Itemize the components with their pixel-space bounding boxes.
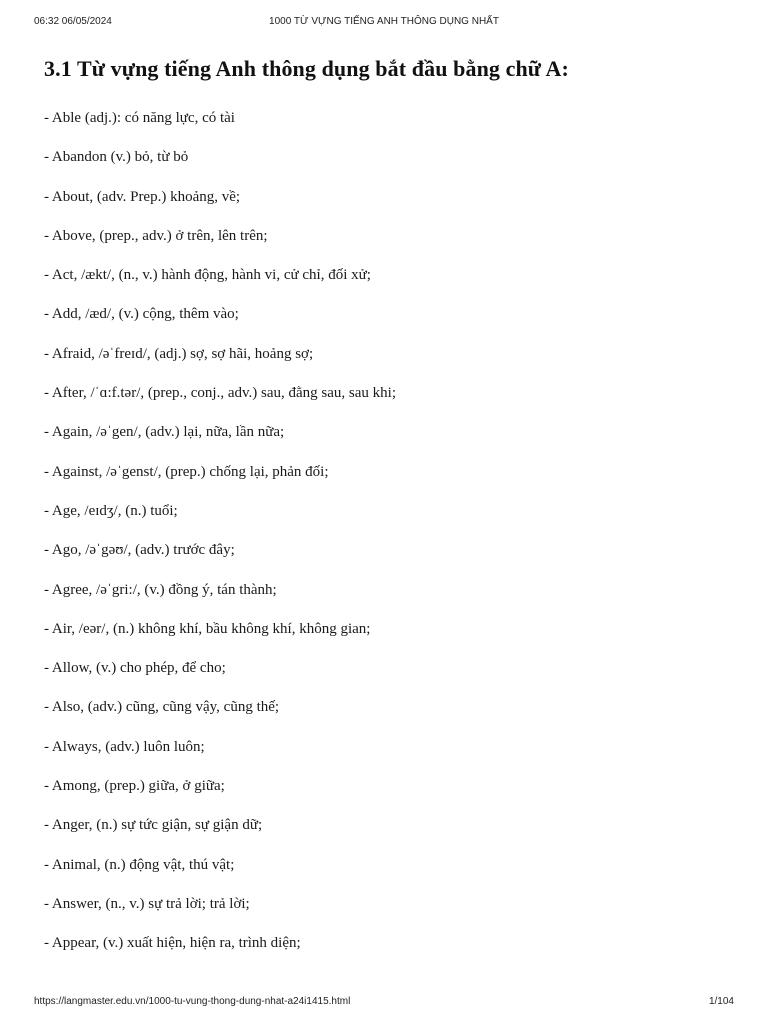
- vocabulary-entry-always: - Always, (adv.) luôn luôn;: [44, 738, 205, 755]
- vocabulary-list: [44, 108, 728, 973]
- vocabulary-entry-ago: - Ago, /əˈgəʊ/, (adv.) trước đây;: [44, 542, 235, 559]
- print-document-title: 1000 TỪ VỰNG TIẾNG ANH THÔNG DỤNG NHẤT: [269, 16, 499, 27]
- vocabulary-entry-allow: - Allow, (v.) cho phép, để cho;: [44, 660, 226, 677]
- vocabulary-entry-add: - Add, /æd/, (v.) cộng, thêm vào;: [44, 306, 239, 323]
- print-source-url: https://langmaster.edu.vn/1000-tu-vung-thong-dung-nhat-a24i1415.html: [34, 996, 351, 1007]
- vocabulary-entry-again: - Again, /əˈgen/, (adv.) lại, nữa, lần nữa;: [44, 424, 285, 441]
- vocabulary-entry-appear: - Appear, (v.) xuất hiện, hiện ra, trình diện;: [44, 935, 301, 952]
- vocabulary-entry-among: - Among, (prep.) giữa, ở giữa;: [44, 778, 225, 795]
- vocabulary-entry-animal: - Animal, (n.) động vật, thú vật;: [44, 856, 235, 873]
- vocabulary-entry-about: - About, (adv. Prep.) khoảng, về;: [44, 188, 241, 205]
- page-content: [44, 56, 728, 952]
- print-header: [34, 16, 734, 32]
- vocabulary-entry-answer: - Answer, (n., v.) sự trả lời; trả lời;: [44, 895, 250, 912]
- section-heading: 3.1 Từ vựng tiếng Anh thông dụng bắt đầu bằng chữ A:: [44, 56, 569, 81]
- vocabulary-entry-able: - Able (adj.): có năng lực, có tài: [44, 110, 235, 126]
- page-number: 1/104: [708, 996, 734, 1007]
- vocabulary-entry-abandon: - Abandon (v.) bỏ, từ bỏ: [44, 149, 189, 166]
- vocabulary-entry-after: - After, /ˈɑ:f.tər/, (prep., conj., adv.) sau, đằng sau, sau khi;: [44, 385, 397, 402]
- print-footer: [34, 996, 734, 1010]
- vocabulary-entry-act: - Act, /ækt/, (n., v.) hành động, hành vi, cử chỉ, đối xử;: [44, 267, 371, 284]
- vocabulary-entry-afraid: - Afraid, /əˈfreɪd/, (adj.) sợ, sợ hãi, hoảng sợ;: [44, 345, 314, 362]
- vocabulary-entry-age: - Age, /eɪdʒ/, (n.) tuổi;: [44, 502, 178, 519]
- vocabulary-entry-agree: - Agree, /əˈgri:/, (v.) đồng ý, tán thành;: [44, 581, 277, 598]
- print-timestamp: 06:32 06/05/2024: [34, 16, 112, 27]
- vocabulary-entry-against: - Against, /əˈgenst/, (prep.) chống lại, phản đối;: [44, 463, 329, 480]
- vocabulary-entry-above: - Above, (prep., adv.) ở trên, lên trên;: [44, 227, 268, 244]
- vocabulary-entry-anger: - Anger, (n.) sự tức giận, sự giận dữ;: [44, 817, 263, 834]
- vocabulary-entry-also: - Also, (adv.) cũng, cũng vậy, cũng thế;: [44, 699, 280, 716]
- vocabulary-entry-air: - Air, /eər/, (n.) không khí, bầu không khí, không gian;: [44, 620, 371, 637]
